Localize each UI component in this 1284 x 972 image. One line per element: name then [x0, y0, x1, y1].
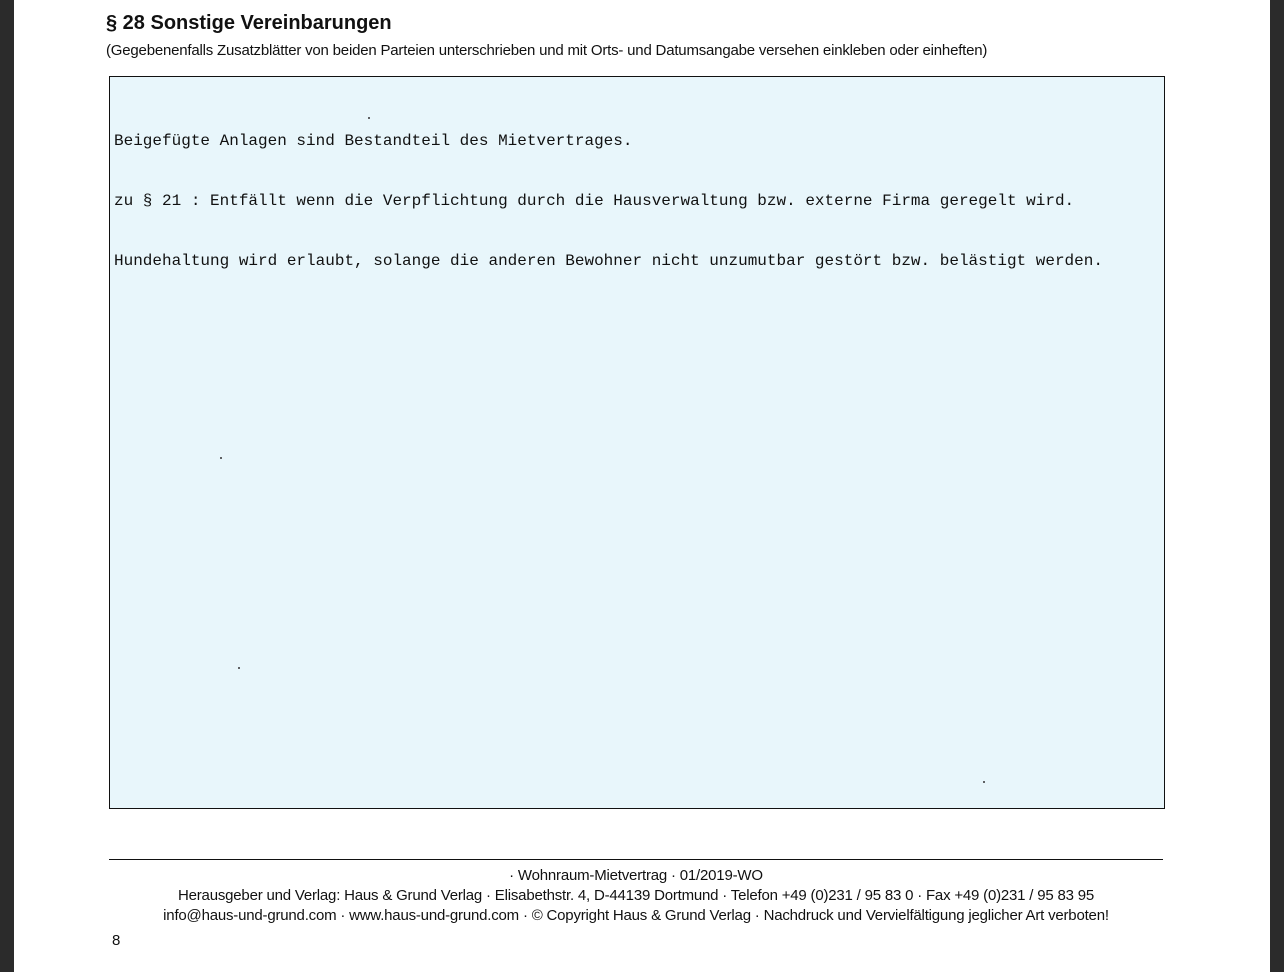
footer-form-id: · Wohnraum-Mietvertrag · 01/2019-WO	[509, 867, 763, 884]
scan-speck	[238, 667, 240, 669]
agreement-line: Beigefügte Anlagen sind Bestandteil des Mietvertrages.	[114, 132, 633, 150]
scan-speck	[368, 117, 370, 119]
section-instruction: (Gegebenenfalls Zusatzblätter von beiden Parteien unterschrieben und mit Orts- und Datumsangabe versehen einkleben oder einheften)	[106, 42, 988, 59]
footer-publisher: Herausgeber und Verlag: Haus & Grund Verlag · Elisabethstr. 4, D-44139 Dortmund · Telefon +49 (0)231 / 95 83 0 · Fax +49 (0)231 / 95 83 95	[177, 887, 1095, 904]
document-page	[14, 0, 1270, 972]
scan-speck	[220, 457, 222, 459]
agreement-line: Hundehaltung wird erlaubt, solange die anderen Bewohner nicht unzumutbar gestört bzw. belästigt werden.	[114, 252, 1103, 270]
agreement-text	[114, 91, 1104, 311]
page-number: 8	[112, 932, 121, 949]
agreement-line: zu § 21 : Entfällt wenn die Verpflichtung durch die Hausverwaltung bzw. externe Firma geregelt wird.	[114, 192, 1075, 210]
footer-contact: info@haus-und-grund.com · www.haus-und-grund.com · © Copyright Haus & Grund Verlag · Nachdruck und Vervielfältigung jeglicher Art verboten!	[163, 907, 1109, 924]
agreement-textbox[interactable]	[109, 76, 1165, 809]
section-title: § 28 Sonstige Vereinbarungen	[106, 12, 392, 34]
scan-speck	[983, 781, 985, 783]
footer-divider	[109, 859, 1163, 860]
